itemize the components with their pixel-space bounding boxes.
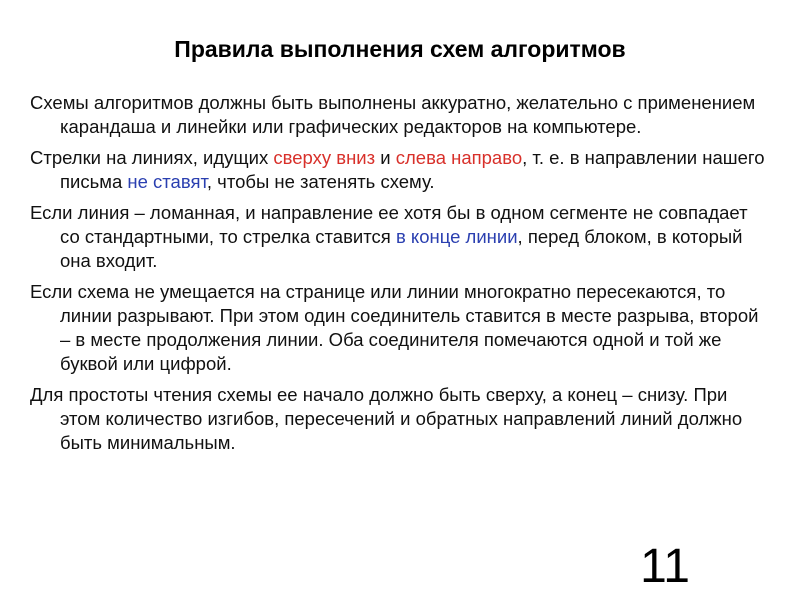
paragraph-2-text-3: , т. е. в направлении нашего письма — [60, 147, 765, 192]
highlight-top-down: сверху вниз — [273, 147, 376, 168]
paragraph-2-text-4: , чтобы не затенять схему. — [206, 171, 435, 192]
slide-body — [30, 91, 770, 462]
highlight-not-placed: не ставят — [127, 171, 207, 192]
slide-title: Правила выполнения схем алгоритмов — [174, 36, 626, 62]
page-number: 11 — [640, 540, 690, 593]
paragraph-5-text: Для простоты чтения схемы ее начало должно быть сверху, а конец – снизу. При этом количество изгибов, пересечений и обратных направлений линий должно быть минимальным. — [30, 384, 743, 453]
paragraph-2-text-2: и — [375, 147, 396, 168]
highlight-left-right: слева направо — [395, 147, 523, 168]
paragraph-5 — [30, 383, 770, 455]
paragraph-4-text: Если схема не умещается на странице или линии многократно пересекаются, то линии разрывают. При этом один соединитель ставится в месте разрыва, второй – в месте продолжения линии. Оба соединителя помечаются одной и той же буквой или цифрой. — [30, 281, 759, 374]
paragraph-4 — [30, 280, 770, 376]
paragraph-3 — [30, 201, 770, 273]
paragraph-2-text-1: Стрелки на линиях, идущих — [30, 147, 274, 168]
paragraph-3-text-2: , перед блоком, в который она входит. — [60, 226, 743, 271]
paragraph-2 — [30, 146, 770, 194]
highlight-end-of-line: в конце линии — [395, 226, 518, 247]
paragraph-1 — [30, 91, 770, 139]
paragraph-1-text: Схемы алгоритмов должны быть выполнены аккуратно, желательно с применением карандаша и линейки или графических редакторов на компьютере. — [30, 92, 756, 137]
paragraph-3-text-1: Если линия – ломанная, и направление ее хотя бы в одном сегменте не совпадает со стандартными, то стрелка ставится — [30, 202, 748, 247]
